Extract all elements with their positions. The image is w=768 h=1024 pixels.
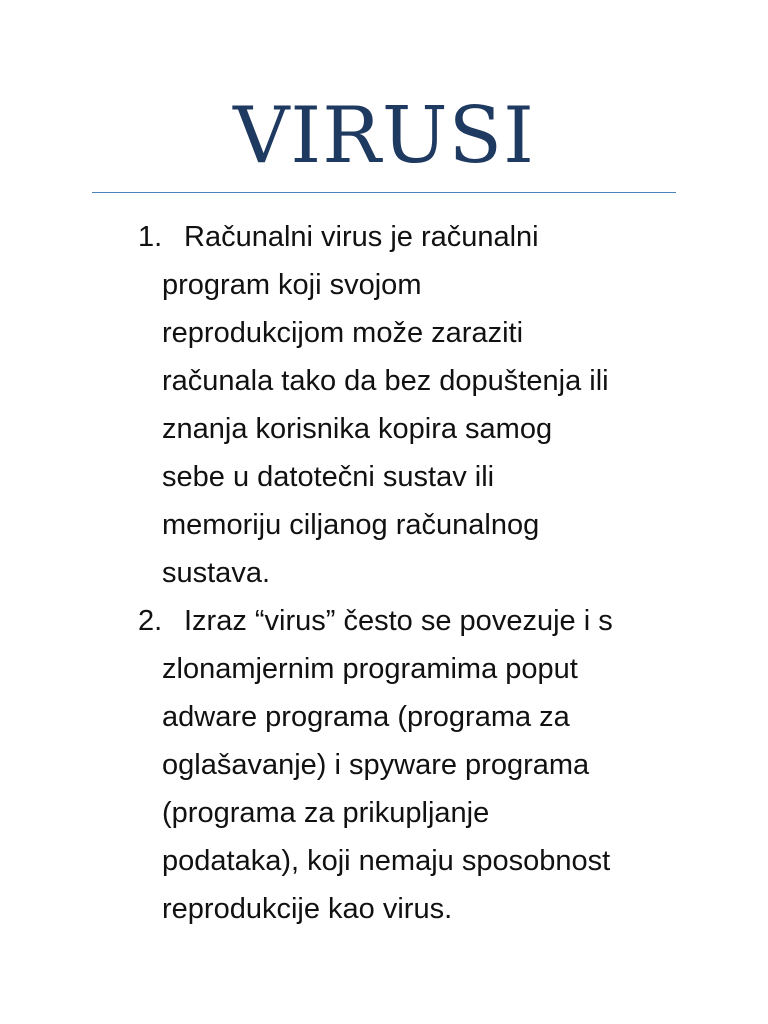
- list-item-number: 1.: [138, 221, 163, 253]
- list-item-line: oglašavanje) i spyware programa: [162, 749, 590, 781]
- numbered-list: [138, 213, 698, 933]
- list-item-1: [138, 213, 698, 597]
- list-item-text: Računalni virus je računalni: [184, 221, 539, 253]
- list-item-line: zlonamjernim programima poput: [162, 653, 578, 685]
- list-item-line: (programa za prikupljanje: [162, 797, 490, 829]
- list-item-line: računala tako da bez dopuštenja ili: [162, 365, 609, 397]
- list-item-line: program koji svojom: [162, 269, 422, 301]
- list-item-line: podataka), koji nemaju sposobnost: [162, 845, 611, 877]
- list-item-line: [138, 213, 698, 261]
- list-item-line: [138, 597, 698, 645]
- title-divider: [92, 192, 676, 193]
- list-item-line: znanja korisnika kopira samog: [162, 413, 553, 445]
- list-item-line: sebe u datotečni sustav ili: [162, 461, 495, 493]
- list-item-line: reprodukcijom može zaraziti: [162, 317, 524, 349]
- list-item-line: reprodukcije kao virus.: [162, 893, 453, 925]
- list-item-line: adware programa (programa za: [162, 701, 570, 733]
- page-title: VIRUSI: [233, 91, 535, 181]
- list-item-number: 2.: [138, 605, 163, 637]
- list-item-line: memoriju ciljanog računalnog: [162, 509, 540, 541]
- list-item-line: sustava.: [162, 557, 270, 589]
- list-item-text: Izraz “virus” često se povezuje i s: [184, 605, 613, 637]
- list-item-2: [138, 597, 698, 933]
